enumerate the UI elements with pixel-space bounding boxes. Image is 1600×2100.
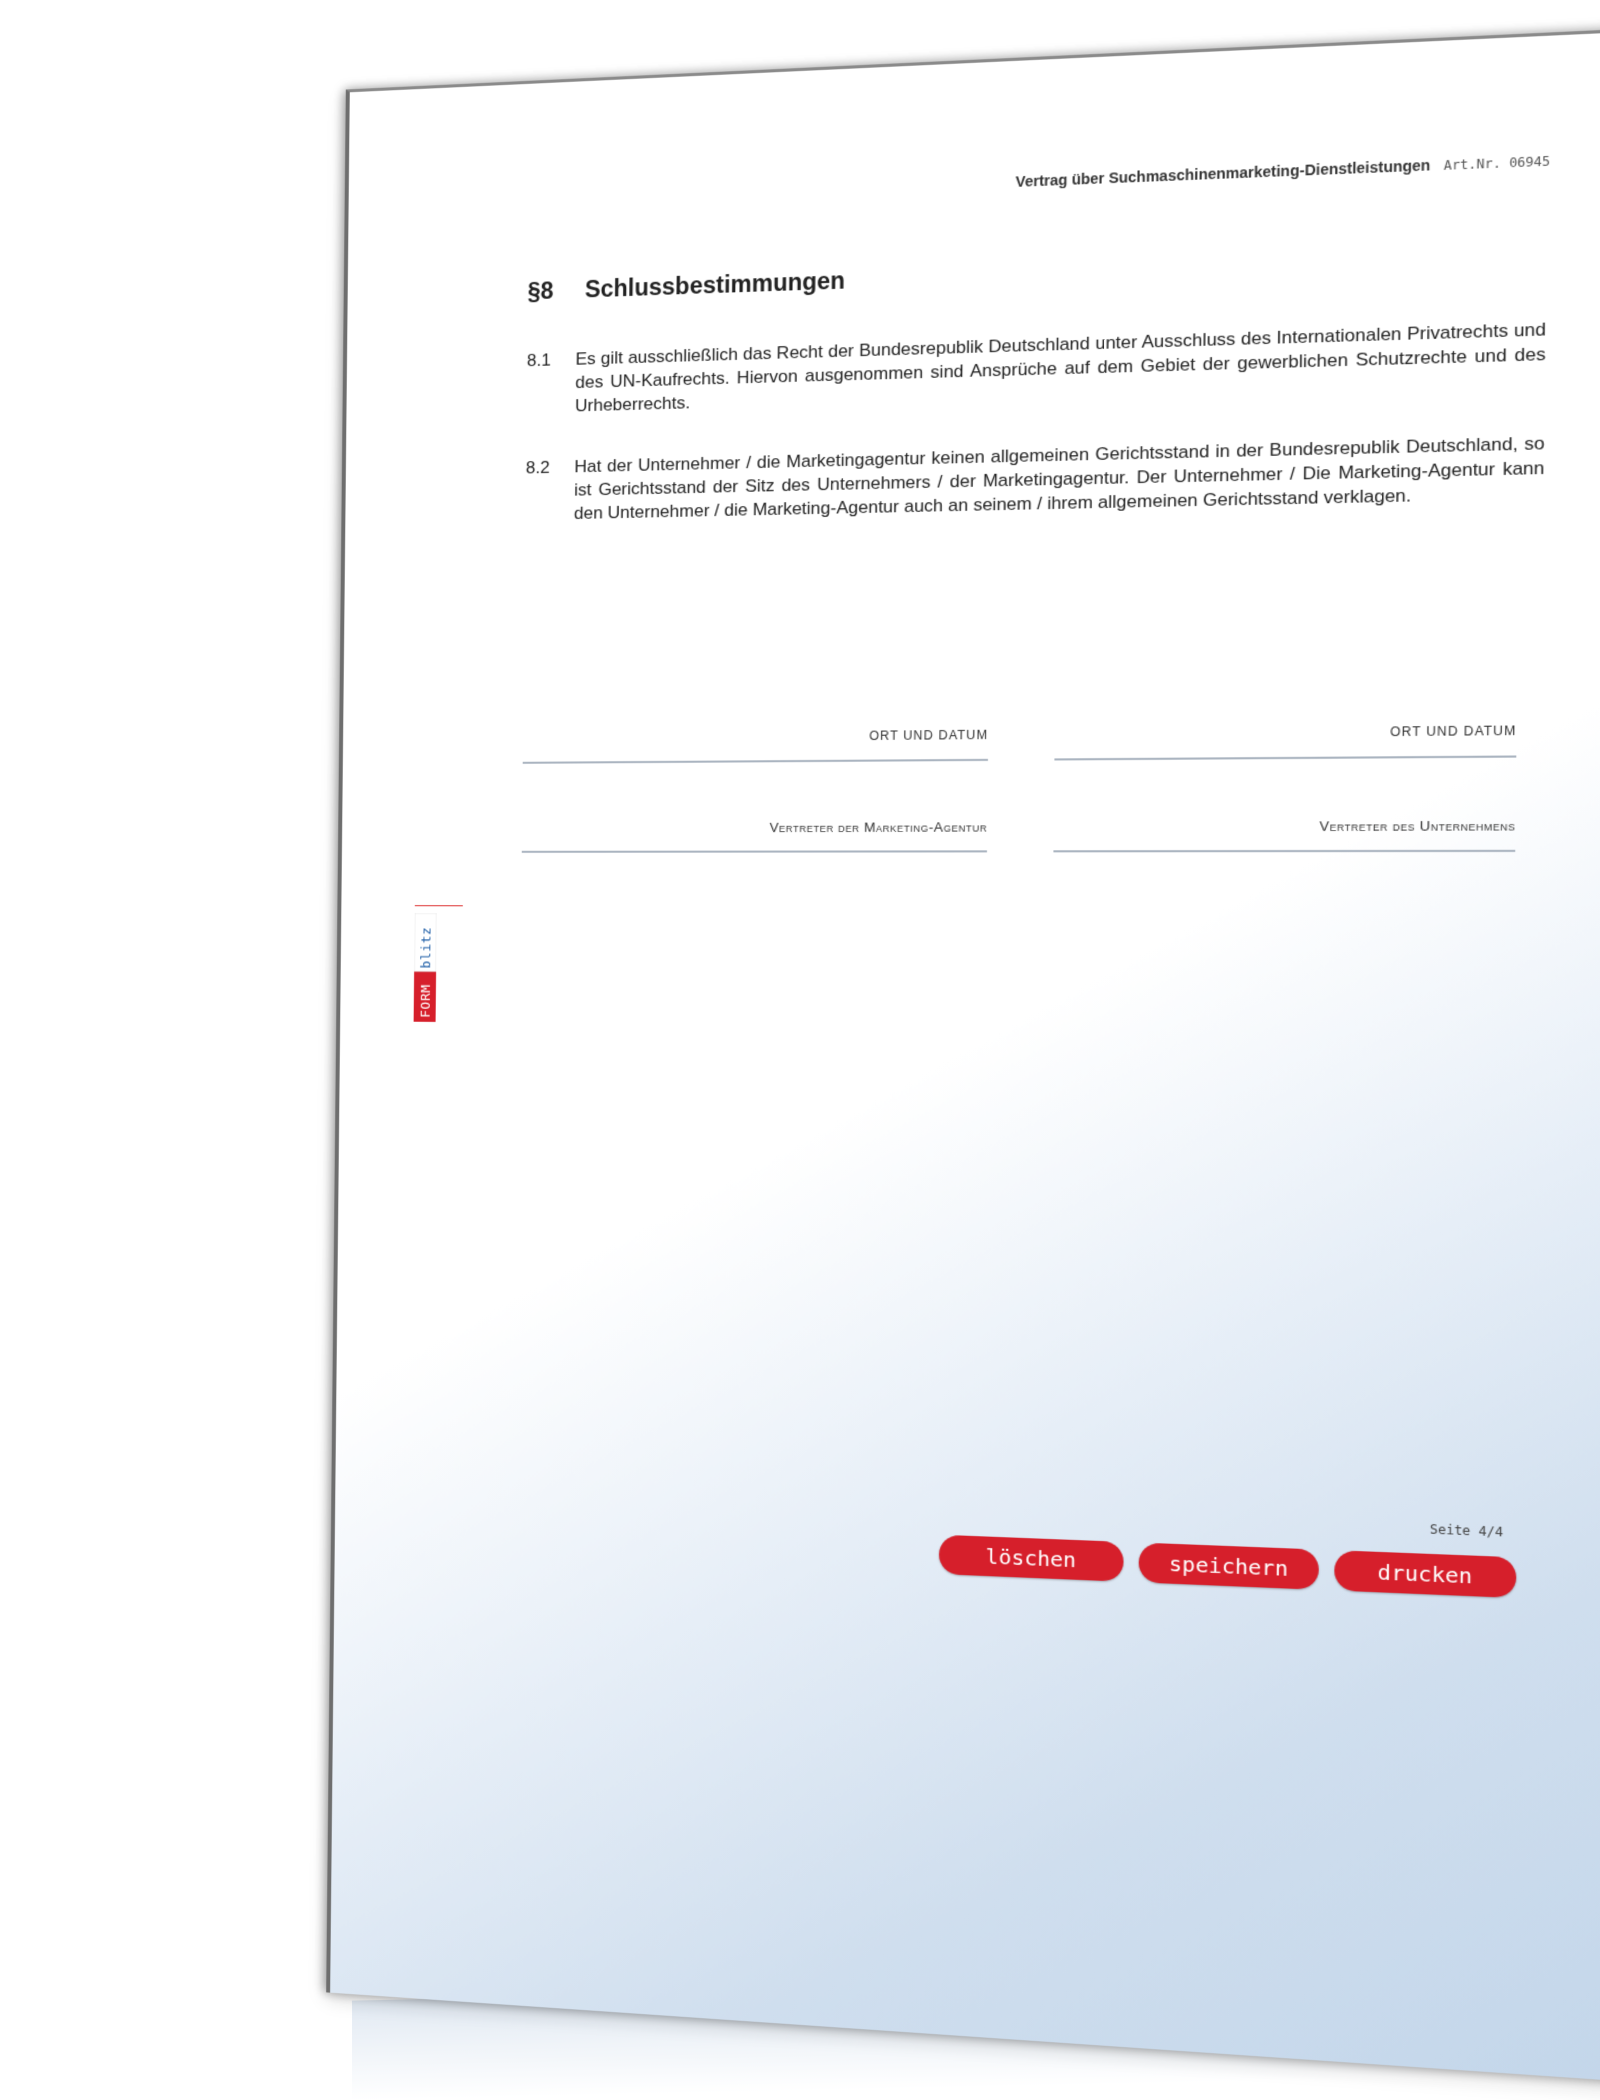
- signature-line-company-representative[interactable]: [1053, 818, 1515, 853]
- clause-number: 8.1: [526, 350, 551, 371]
- form-actions: [939, 1535, 1517, 1598]
- signature-label: Vertreter der Marketing-Agentur: [769, 819, 988, 836]
- logo-divider: [415, 905, 463, 906]
- clause: [526, 317, 1546, 419]
- article-number: Art.Nr. 06945: [1443, 153, 1551, 174]
- section-title: Schlussbestimmungen: [584, 266, 846, 303]
- logo-text-blitz: blitz: [419, 926, 435, 969]
- formblitz-logo: [414, 913, 437, 1022]
- clause-text: Hat der Unternehmer / die Marketingagentur keinen allgemeinen Gerichtsstand in der Bundesrepublik Deutschland, so ist Gerichtsstand der Sitz des Unternehmers / der Marketingagentur. Der Unternehmer / Die Marketing-Agentur kann den Unternehmer / die Marketing-Agentur auch an seinem / ihrem allgemeinen Gerichtsstand verklagen.: [573, 433, 1545, 524]
- document-header: [1016, 152, 1551, 190]
- logo-text-form: FORM: [418, 984, 434, 1018]
- delete-button[interactable]: löschen: [939, 1535, 1124, 1582]
- document-page: [326, 28, 1600, 2082]
- print-button[interactable]: drucken: [1334, 1550, 1516, 1598]
- signature-label: Vertreter des Unternehmens: [1319, 817, 1516, 835]
- document-title: Vertrag über Suchmaschinenmarketing-Dienstleistungen: [1015, 156, 1431, 191]
- save-button[interactable]: speichern: [1139, 1543, 1320, 1590]
- clause-text: Es gilt ausschließlich das Recht der Bundesrepublik Deutschland unter Ausschluss des Internationalen Privatrechts und des UN-Kaufrechts. Hiervon ausgenommen sind Ansprüche auf dem Gebiet der gewerblichen Schutzrechte und des Urheberrechts.: [574, 319, 1547, 416]
- signature-line-place-date-right[interactable]: [1054, 723, 1516, 760]
- signature-line-agency-representative[interactable]: [522, 819, 988, 853]
- signature-line-place-date-left[interactable]: [523, 728, 989, 764]
- section-heading: [527, 267, 845, 306]
- signature-label: ORT UND DATUM: [869, 727, 989, 744]
- clause-number: 8.2: [525, 457, 550, 478]
- signature-label: ORT UND DATUM: [1389, 723, 1517, 740]
- clause: [525, 431, 1545, 526]
- section-number: §8: [527, 277, 554, 305]
- page-number: Seite 4/4: [1429, 1521, 1504, 1540]
